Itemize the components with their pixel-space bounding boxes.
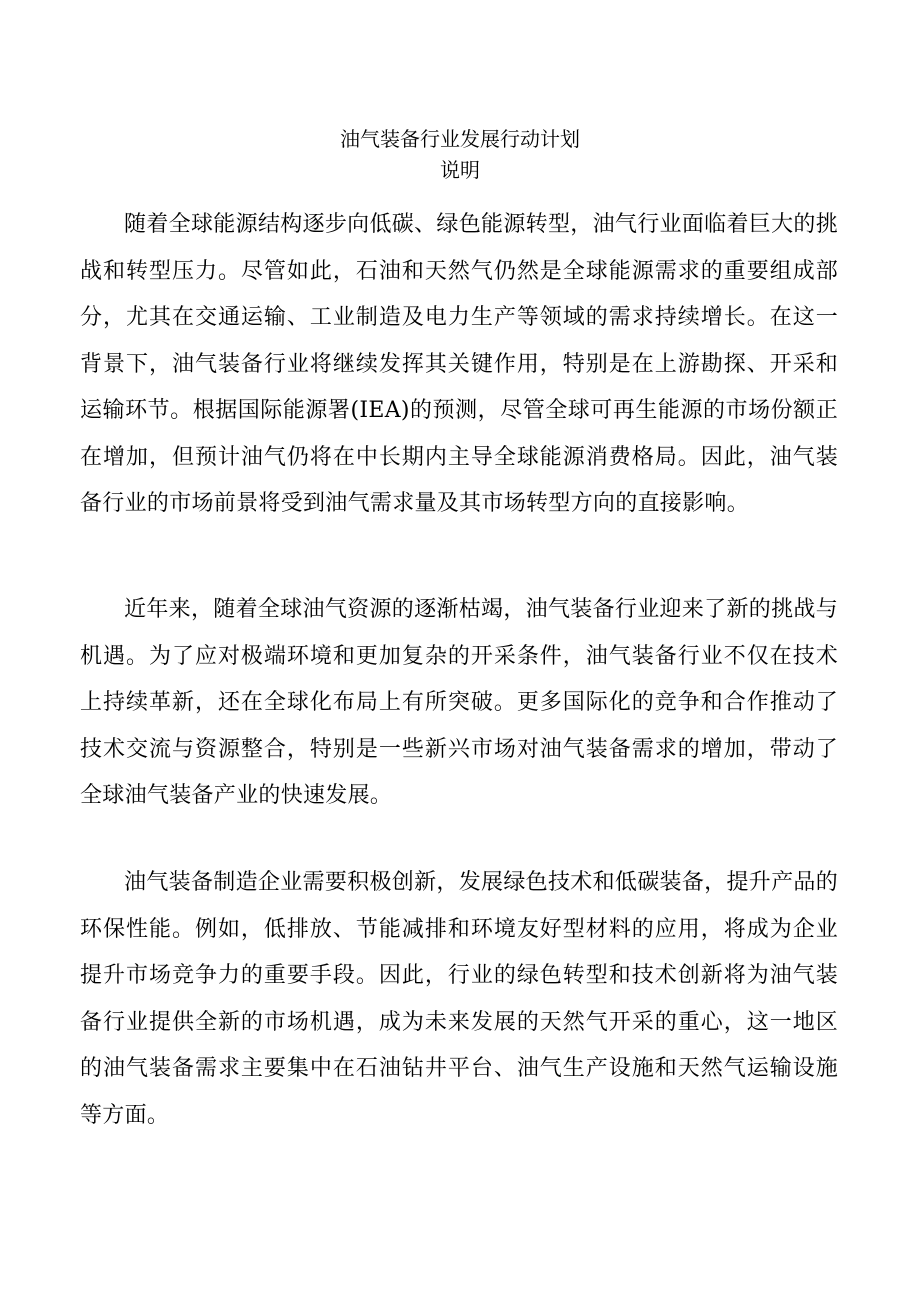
body-paragraph-1: 随着全球能源结构逐步向低碳、绿色能源转型，油气行业面临着巨大的挑战和转型压力。尽管如此，石油和天然气仍然是全球能源需求的重要组成部分，尤其在交通运输、工业制造及电力生产等领域的需求持续增长。在这一背景下，油气装备行业将继续发挥其关键作用，特别是在上游勘探、开采和运输环节。根据国际能源署(IEA)的预测，尽管全球可再生能源的市场份额正在增加，但预计油气仍将在中长期内主导全球能源消费格局。因此，油气装备行业的市场前景将受到油气需求量及其市场转型方向的直接影响。 [80, 212, 838, 516]
body-paragraph-3: 油气装备制造企业需要积极创新，发展绿色技术和低碳装备，提升产品的环保性能。例如，低排放、节能减排和环境友好型材料的应用，将成为企业提升市场竞争力的重要手段。因此，行业的绿色转型和技术创新将为油气装备行业提供全新的市场机遇，成为未来发展的天然气开采的重心，这一地区的油气装备需求主要集中在石油钻井平台、油气生产设施和天然气运输设施等方面。 [80, 870, 838, 1128]
document-title: 油气装备行业发展行动计划 [340, 127, 580, 151]
document-subtitle: 说明 [440, 158, 480, 182]
body-paragraph-2: 近年来，随着全球油气资源的逐渐枯竭，油气装备行业迎来了新的挑战与机遇。为了应对极端环境和更加复杂的开采条件，油气装备行业不仅在技术上持续革新，还在全球化布局上有所突破。更多国际化的竞争和合作推动了技术交流与资源整合，特别是一些新兴市场对油气装备需求的增加，带动了全球油气装备产业的快速发展。 [80, 597, 838, 808]
